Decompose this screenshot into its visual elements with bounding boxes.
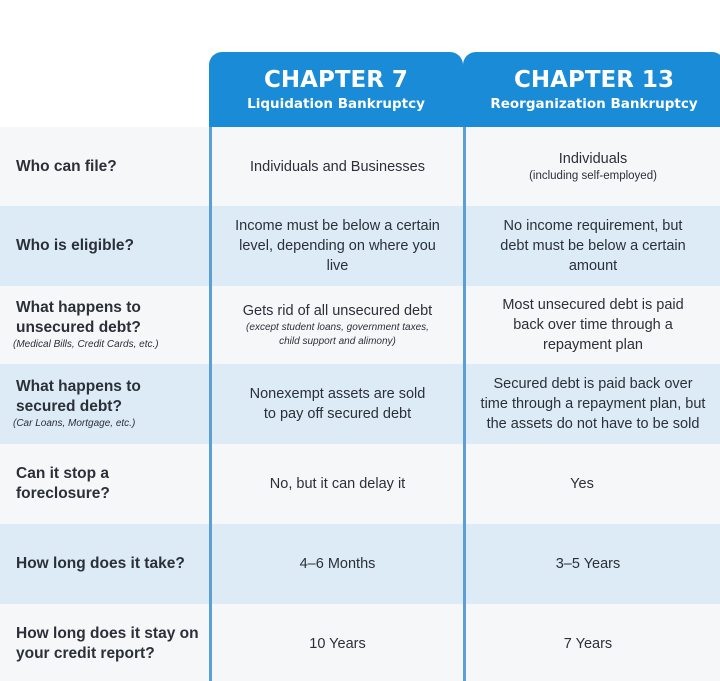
question-text: Can it stop a foreclosure? [16, 465, 110, 502]
chapter-13-header [463, 52, 720, 127]
chapter-13-answer [463, 364, 720, 444]
chapter-13-answer [463, 286, 720, 364]
chapter-7-answer [209, 444, 463, 524]
answer-text: 7 Years [563, 636, 613, 652]
chapter-13-answer [463, 444, 720, 524]
answer-note: (including self-employed) [529, 170, 657, 182]
answer-text: Gets rid of all unsecured debt [242, 303, 433, 319]
row-question [0, 524, 209, 604]
answer-text: No, but it can delay it [269, 476, 406, 492]
chapter-7-answer [209, 206, 463, 286]
question-text: What happens to secured debt? [16, 378, 141, 415]
chapter-7-subtitle: Liquidation Bankruptcy [247, 96, 425, 112]
chapter-13-subtitle: Reorganization Bankruptcy [490, 96, 698, 112]
table-row-who-is-eligible [0, 206, 720, 286]
question-note: (Car Loans, Mortgage, etc.) [13, 418, 136, 429]
chapter-13-answer [463, 127, 720, 206]
column-headers [0, 52, 720, 127]
chapter-7-header [209, 52, 463, 127]
answer-text: Most unsecured debt is paid back over time through a repayment plan [502, 297, 684, 353]
chapter-13-answer [463, 206, 720, 286]
question-note: (Medical Bills, Credit Cards, etc.) [13, 339, 159, 350]
answer-text: Secured debt is paid back over time through a repayment plan, but the assets do not have to be sold [480, 376, 706, 432]
chapter-7-answer [209, 364, 463, 444]
comparison-table [0, 127, 720, 681]
row-question [0, 604, 209, 681]
table-row-foreclosure [0, 444, 720, 524]
answer-note: (except student loans, government taxes, child support and alimony) [246, 322, 429, 347]
answer-text: 10 Years [309, 636, 366, 652]
question-text: How long does it stay on your credit report? [16, 625, 199, 662]
answer-text: 4–6 Months [299, 556, 376, 572]
table-row-unsecured-debt [0, 286, 720, 364]
row-question [0, 444, 209, 524]
answer-text: Individuals and Businesses [250, 158, 425, 175]
row-question [0, 127, 209, 206]
table-row-secured-debt [0, 364, 720, 444]
answer-text: Nonexempt assets are sold to pay off secured debt [249, 386, 426, 422]
question-text: What happens to unsecured debt? [16, 299, 141, 336]
answer-text: Income must be below a certain level, depending on where you live [235, 218, 440, 274]
chapter-7-answer [209, 604, 463, 681]
question-text: How long does it take? [16, 555, 185, 572]
chapter-7-answer [209, 127, 463, 206]
answer-text: 3–5 Years [555, 556, 621, 572]
chapter-13-title: CHAPTER 13 [514, 67, 674, 93]
answer-text: Yes [570, 476, 594, 492]
chapter-7-title: CHAPTER 7 [264, 67, 408, 93]
answer-text: No income requirement, but debt must be below a certain amount [500, 218, 686, 274]
row-question [0, 206, 209, 286]
answer-text: Individuals [558, 151, 628, 167]
table-row-who-can-file [0, 127, 720, 206]
chapter-13-answer [463, 524, 720, 604]
chapter-7-answer [209, 286, 463, 364]
row-question [0, 364, 209, 444]
row-question [0, 286, 209, 364]
chapter-13-answer [463, 604, 720, 681]
table-row-duration [0, 524, 720, 604]
question-text: Who is eligible? [16, 237, 134, 254]
question-text: Who can file? [16, 157, 117, 175]
chapter-7-answer [209, 524, 463, 604]
table-row-credit-report [0, 604, 720, 681]
